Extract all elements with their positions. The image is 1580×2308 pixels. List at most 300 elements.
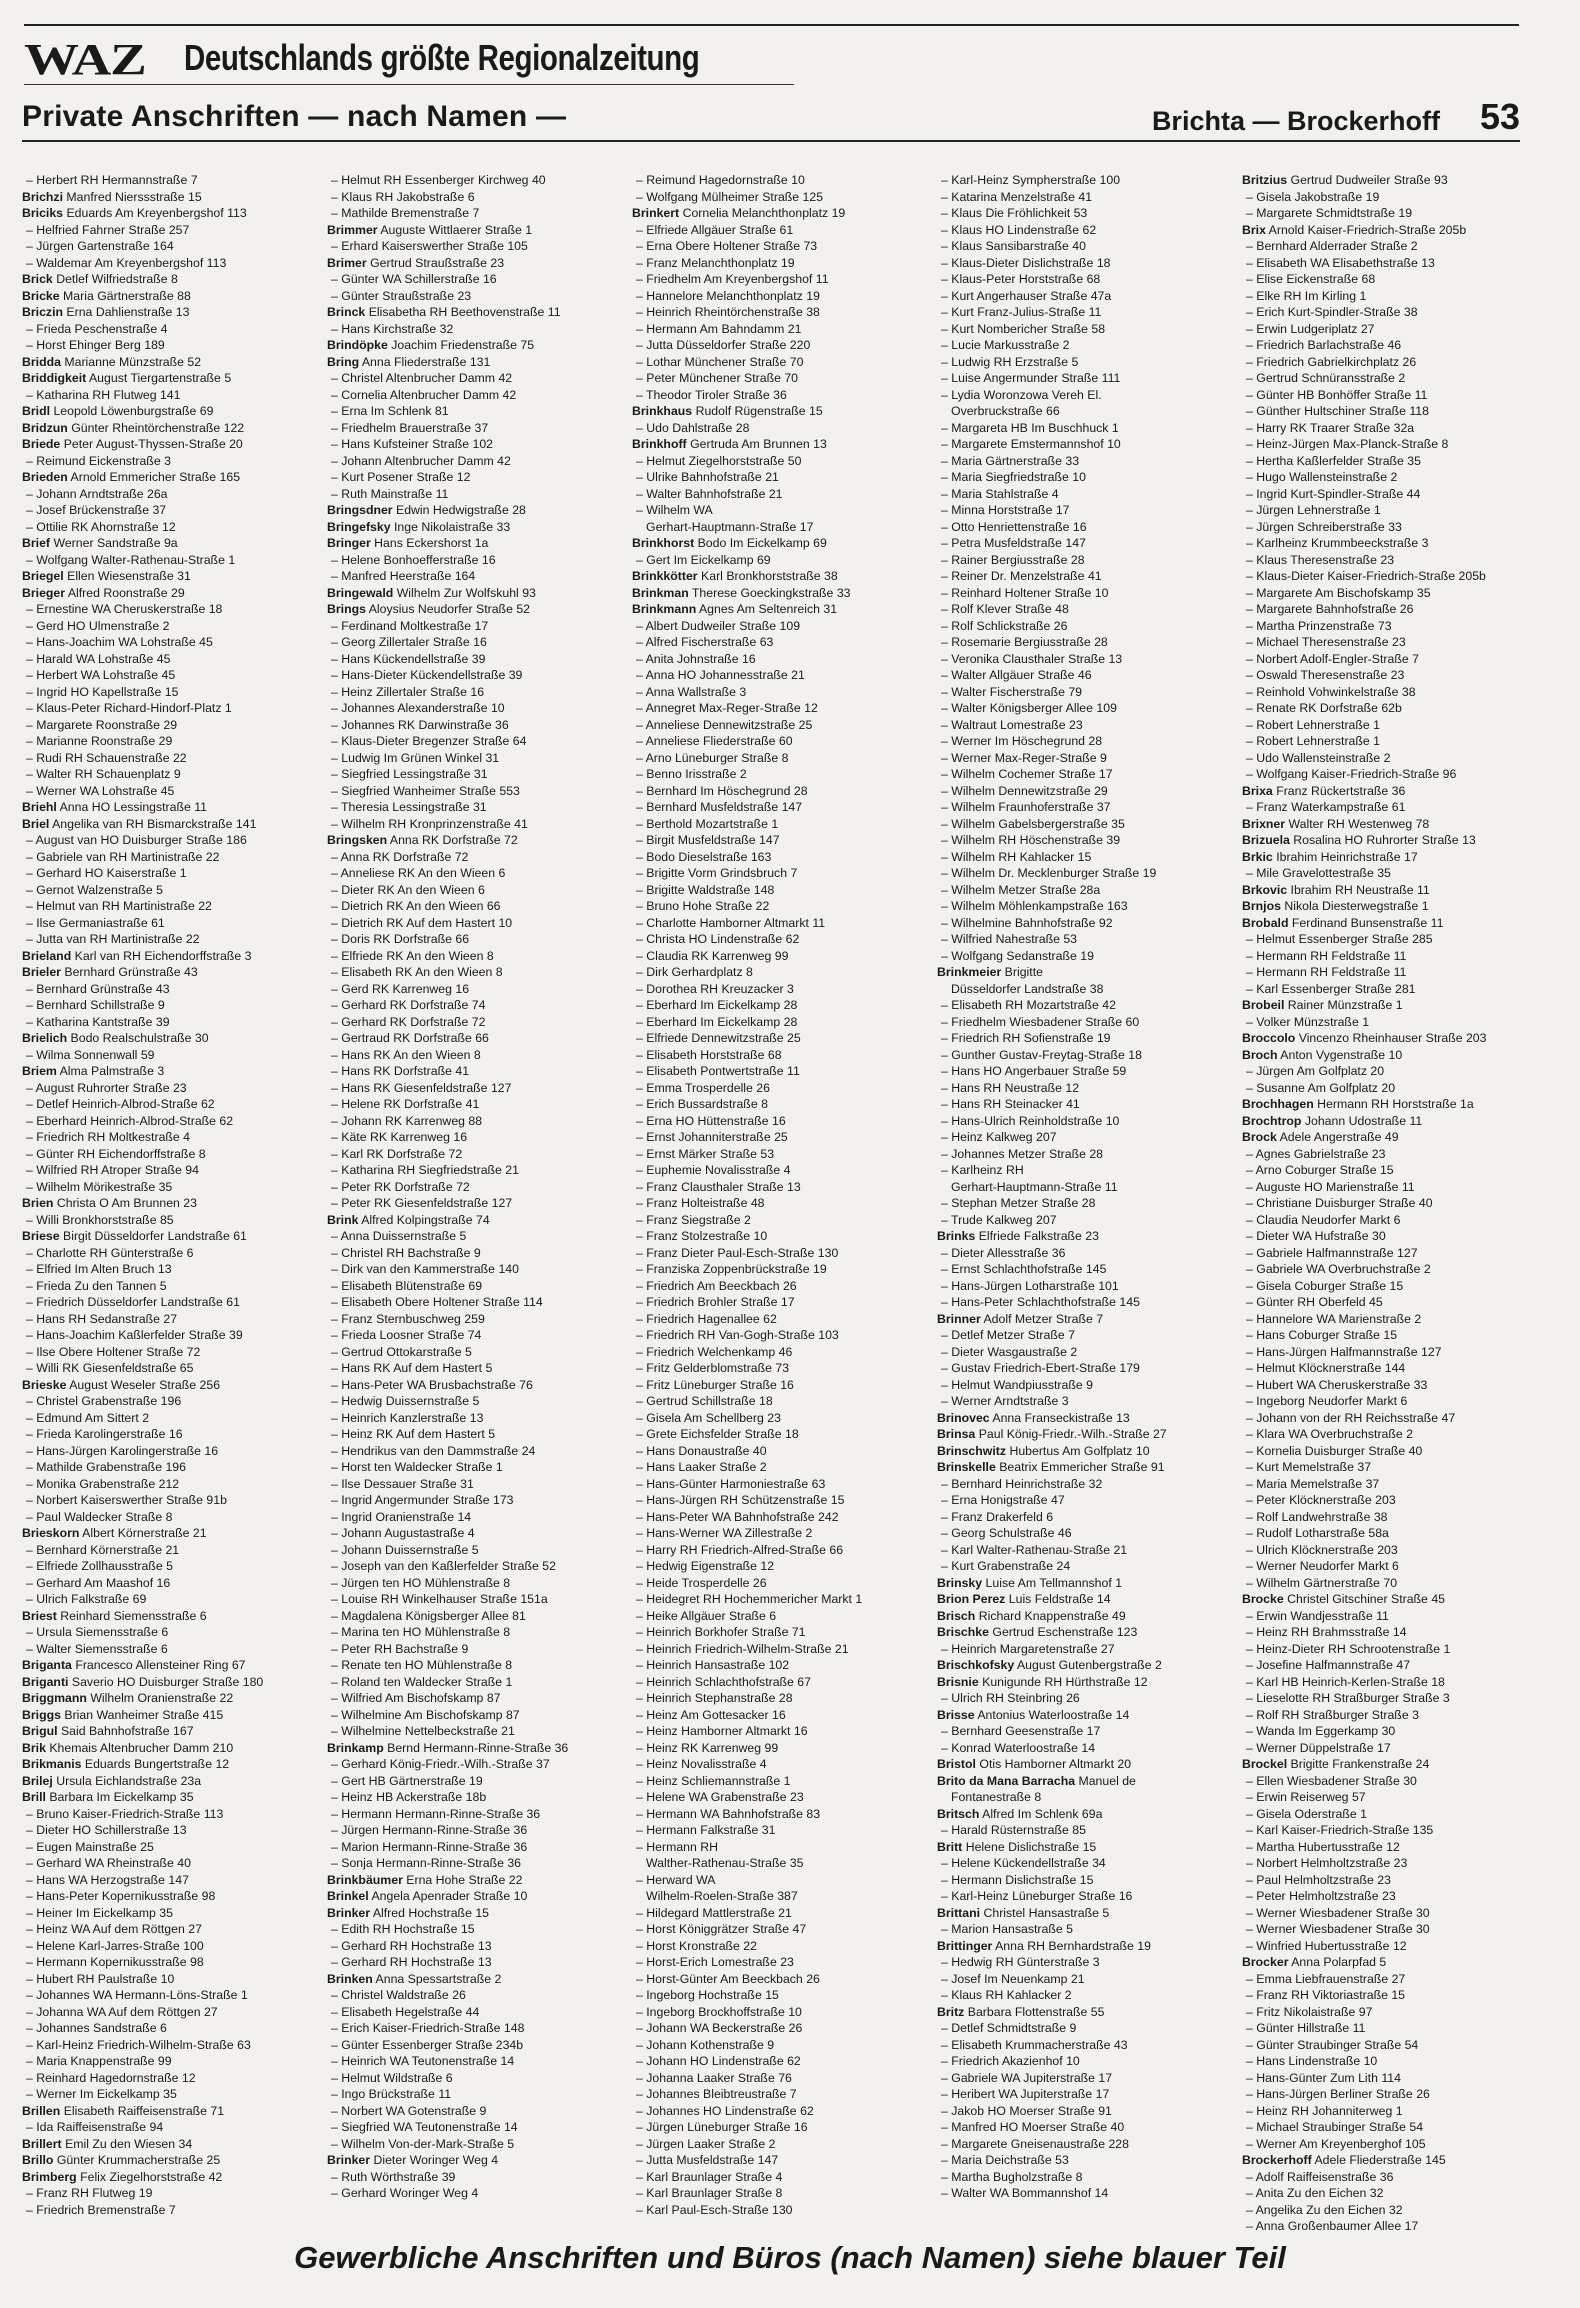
entry-address: Elisabeth Krummacherstraße 43 bbox=[951, 2037, 1128, 2052]
entry-address: Manfred Heerstraße 164 bbox=[341, 569, 476, 583]
surname-entry bbox=[632, 601, 928, 618]
sub-entry: – Dietrich RK Auf dem Hastert 10 bbox=[331, 915, 513, 930]
entry-address: Beatrix Emmericher Straße 91 bbox=[999, 1460, 1165, 1474]
entry-address: Hans-Jürgen Karolingerstraße 16 bbox=[36, 1443, 219, 1458]
sub-entry: – Christa HO Lindenstraße 62 bbox=[636, 932, 800, 946]
entry-address: Lydia Woronzowa Vereh El. bbox=[951, 387, 1102, 402]
sub-entry: – Ottilie RK Ahornstraße 12 bbox=[26, 519, 176, 534]
entry-address: Hans Kufsteiner Straße 102 bbox=[341, 437, 494, 451]
entry-address: Angelika Zu den Eichen 32 bbox=[1255, 2202, 1403, 2217]
entry-address: Hans-Peter Schlachthofstraße 145 bbox=[951, 1295, 1140, 1309]
sub-entry: – Hans-Günter Zum Lith 114 bbox=[1246, 2070, 1401, 2085]
entry-address: Jürgen Gartenstraße 164 bbox=[36, 239, 174, 253]
entry-address: Gertrud Dudweiler Straße 93 bbox=[1290, 173, 1448, 187]
sub-entry: – Elfriede RK An den Wieen 8 bbox=[331, 948, 494, 963]
entry-address: Johann Augustastraße 4 bbox=[341, 1526, 475, 1540]
sub-entry: – Werner Wiesbadener Straße 30 bbox=[1246, 1905, 1430, 1920]
surname-entry bbox=[22, 1030, 318, 1047]
sub-entry: – Gerd RK Karrenweg 16 bbox=[331, 981, 470, 996]
sub-entry: – Maria Stahlstraße 4 bbox=[941, 486, 1059, 501]
sub-entry: – Marina ten HO Mühlenstraße 8 bbox=[331, 1625, 511, 1639]
surname-entry bbox=[937, 1410, 1233, 1427]
surname: Brochtrop bbox=[1242, 1113, 1302, 1128]
entry-address: Bodo Dieselstraße 163 bbox=[646, 849, 772, 864]
entry-address: Bodo Im Eickelkamp 69 bbox=[697, 536, 827, 550]
sub-entry: – Ulrich Klöcknerstraße 203 bbox=[1246, 1542, 1398, 1557]
entry-address: Elisabeth RK An den Wieen 8 bbox=[341, 965, 503, 979]
entry-address: Anneliese Fliederstraße 60 bbox=[645, 734, 793, 748]
sub-entry: – Susanne Am Golfplatz 20 bbox=[1246, 1080, 1396, 1095]
sub-entry: – Dieter Wasgaustraße 2 bbox=[941, 1344, 1078, 1359]
surname-entry bbox=[937, 1839, 1233, 1856]
entry-address: Renate ten HO Mühlenstraße 8 bbox=[341, 1658, 513, 1672]
entry-address: Anna HO Johannesstraße 21 bbox=[645, 668, 805, 682]
surname: Briganta bbox=[22, 1658, 72, 1672]
entry-address: Euphemie Novalisstraße 4 bbox=[646, 1163, 791, 1177]
entry-address: Emil Zu den Wiesen 34 bbox=[65, 2136, 193, 2151]
entry-address: Eugen Mainstraße 25 bbox=[36, 1839, 154, 1854]
continuation-line: Wilhelm-Roelen-Straße 387 bbox=[646, 1889, 798, 1903]
entry-address: Gerd HO Ulmenstraße 2 bbox=[36, 618, 170, 633]
entry-address: Wilfried Am Bischofskamp 87 bbox=[341, 1691, 501, 1705]
directory-column-3 bbox=[632, 172, 928, 2217]
surname: Brinkman bbox=[632, 585, 689, 600]
sub-entry: – Hans RH Neustraße 12 bbox=[941, 1080, 1080, 1095]
surname: Brinsky bbox=[937, 1575, 983, 1590]
sub-entry: – Rainer Bergiusstraße 28 bbox=[941, 552, 1085, 567]
sub-entry: – Heinz RK Karrenweg 99 bbox=[636, 1740, 779, 1755]
entry-address: Wilhelm RH Kronprinzenstraße 41 bbox=[341, 816, 528, 831]
entry-address: Grete Eichsfelder Straße 18 bbox=[646, 1427, 799, 1441]
sub-entry: – Johann Duissernstraße 5 bbox=[331, 1542, 479, 1557]
surname: Briciks bbox=[22, 206, 64, 220]
sub-entry: – Franziska Zoppenbrückstraße 19 bbox=[636, 1262, 827, 1276]
entry-address: Kurt Grabenstraße 24 bbox=[951, 1559, 1071, 1573]
surname-entry bbox=[22, 1525, 318, 1542]
entry-address: Christel Altenbrucher Damm 42 bbox=[341, 371, 513, 385]
entry-address: Erna HO Hüttenstraße 16 bbox=[646, 1113, 786, 1128]
sub-entry: – Maria Memelstraße 37 bbox=[1246, 1476, 1380, 1491]
entry-address: Erwin Reiserweg 57 bbox=[1256, 1790, 1366, 1804]
sub-entry: – Hertha Kaßlerfelder Straße 35 bbox=[1246, 453, 1421, 468]
sub-entry: – Helmut Wildstraße 6 bbox=[331, 2070, 453, 2085]
surname: Brillen bbox=[22, 2103, 61, 2118]
surname-entry bbox=[327, 1971, 623, 1988]
surname: Brinkert bbox=[632, 206, 680, 220]
entry-address: Kunigunde RH Hürthstraße 12 bbox=[982, 1674, 1148, 1689]
sub-entry: – Harry RK Traarer Straße 32a bbox=[1246, 420, 1415, 435]
sub-entry: – Gert HB Gärtnerstraße 19 bbox=[331, 1773, 483, 1788]
sub-entry: – Anna Großenbaumer Allee 17 bbox=[1246, 2219, 1419, 2233]
entry-address: Erna Im Schlenk 81 bbox=[341, 404, 449, 418]
entry-address: Margarete Emstermannshof 10 bbox=[951, 437, 1121, 451]
sub-entry: – Helene RK Dorfstraße 41 bbox=[331, 1097, 480, 1111]
sub-entry: – Frieda Zu den Tannen 5 bbox=[26, 1278, 167, 1293]
sub-entry: – Gertraud RK Dorfstraße 66 bbox=[331, 1031, 489, 1045]
masthead-rule bbox=[24, 84, 794, 85]
surname: Briczin bbox=[22, 305, 63, 319]
entry-address: Adolf Metzer Straße 7 bbox=[983, 1311, 1104, 1326]
entry-address: Ernst Johanniterstraße 25 bbox=[646, 1130, 788, 1144]
entry-address: Eberhard Im Eickelkamp 28 bbox=[646, 1014, 798, 1029]
surname: Brilej bbox=[22, 1773, 53, 1788]
entry-address: Elfriede Allgäuer Straße 61 bbox=[646, 222, 794, 237]
surname: Brigul bbox=[22, 1724, 58, 1738]
entry-address: Christa O Am Brunnen 23 bbox=[56, 1196, 197, 1210]
sub-entry: – Oswald Theresenstraße 23 bbox=[1246, 668, 1405, 682]
entry-address: Hans RH Steinacker 41 bbox=[951, 1097, 1080, 1111]
entry-address: Gerhard Am Maashof 16 bbox=[36, 1575, 171, 1590]
sub-entry: – Ernst Märker Straße 53 bbox=[636, 1146, 775, 1161]
sub-entry: – Paul Helmholtzstraße 23 bbox=[1246, 1872, 1391, 1887]
surname: Brischkofsky bbox=[937, 1658, 1015, 1672]
entry-address: Eberhard Heinrich-Albrod-Straße 62 bbox=[36, 1113, 234, 1128]
sub-entry: – Wolfgang Sedanstraße 19 bbox=[941, 948, 1094, 963]
surname-entry bbox=[22, 799, 318, 816]
entry-address: Walter Allgäuer Straße 46 bbox=[951, 668, 1092, 682]
entry-address: Detlef Wilfriedstraße 8 bbox=[56, 272, 178, 286]
surname: Briegel bbox=[22, 569, 64, 583]
entry-address: Gerhard König-Friedr.-Wilh.-Straße 37 bbox=[341, 1757, 550, 1771]
sub-entry: – Herbert WA Lohstraße 45 bbox=[26, 668, 176, 682]
entry-address: Heinz WA Auf dem Röttgen 27 bbox=[36, 1922, 202, 1936]
entry-address: Ludwig RH Erzstraße 5 bbox=[951, 354, 1079, 369]
entry-address: Bernhard Grünstraße 43 bbox=[64, 965, 198, 979]
entry-address: Winfried Hubertusstraße 12 bbox=[1256, 1938, 1407, 1953]
sub-entry: – Robert Lehnerstraße 1 bbox=[1246, 717, 1380, 732]
entry-address: Alma Palmstraße 3 bbox=[59, 1064, 165, 1078]
sub-entry: – Wilhelm Dennewitzstraße 29 bbox=[941, 783, 1108, 798]
entry-address: Brigitte bbox=[1004, 965, 1043, 979]
surname: Brillo bbox=[22, 2153, 54, 2167]
sub-entry: – Klaus Sansibarstraße 40 bbox=[941, 239, 1086, 253]
sub-entry: – Josef Brückenstraße 37 bbox=[26, 503, 167, 517]
sub-entry: – Karl Braunlager Straße 4 bbox=[636, 2169, 783, 2184]
entry-address: Doris RK Dorfstraße 66 bbox=[341, 932, 470, 946]
sub-entry: – Wilma Sonnenwall 59 bbox=[26, 1047, 155, 1062]
sub-entry: – Hubert WA Cheruskerstraße 33 bbox=[1246, 1377, 1428, 1392]
sub-entry: – Hermann Kopernikusstraße 98 bbox=[26, 1955, 204, 1969]
sub-entry: – Helene Bonhoefferstraße 16 bbox=[331, 552, 496, 567]
sub-entry: – Norbert Kaiserswerther Straße 91b bbox=[26, 1493, 227, 1507]
entry-address: Ingrid Kurt-Spindler-Straße 44 bbox=[1256, 486, 1421, 501]
entry-address: Friedrich Bremenstraße 7 bbox=[36, 2202, 176, 2217]
entry-address: Jakob HO Moerser Straße 91 bbox=[951, 2103, 1112, 2118]
entry-address: Friedhelm Wiesbadener Straße 60 bbox=[951, 1014, 1140, 1029]
entry-address: Klaus-Dieter Kaiser-Friedrich-Straße 205b bbox=[1256, 569, 1486, 583]
surname: Brobeil bbox=[1242, 998, 1285, 1012]
entry-address: Siegfried Wanheimer Straße 553 bbox=[341, 783, 520, 798]
surname-entry bbox=[22, 1063, 318, 1080]
sub-entry: – Erna HO Hüttenstraße 16 bbox=[636, 1113, 786, 1128]
sub-entry: – Marianne Roonstraße 29 bbox=[26, 734, 173, 748]
entry-address: Wilhelm Von-der-Mark-Straße 5 bbox=[341, 2136, 515, 2151]
surname: Bringsken bbox=[327, 833, 388, 847]
entry-address: Klaus RH Jakobstraße 6 bbox=[341, 189, 475, 204]
entry-address: Louise RH Winkelhauser Straße 151a bbox=[341, 1592, 548, 1606]
entry-address: Lieselotte RH Straßburger Straße 3 bbox=[1256, 1691, 1450, 1705]
sub-entry: – Dieter HO Schillerstraße 13 bbox=[26, 1823, 187, 1837]
entry-address: Bernhard Schillstraße 9 bbox=[36, 998, 165, 1012]
surname-entry bbox=[1242, 1113, 1538, 1130]
sub-entry: – Wilfried RH Atroper Straße 94 bbox=[26, 1163, 199, 1177]
sub-entry: – Johann Altenbrucher Damm 42 bbox=[331, 453, 511, 468]
sub-entry: – Hermann Hermann-Rinne-Straße 36 bbox=[331, 1806, 541, 1821]
sub-entry: – Annegret Max-Reger-Straße 12 bbox=[636, 701, 818, 715]
entry-address: Johanna WA Auf dem Röttgen 27 bbox=[36, 2004, 218, 2019]
sub-entry: – Jürgen Gartenstraße 164 bbox=[26, 239, 174, 253]
surname-entry bbox=[327, 601, 623, 618]
entry-address: Katharina Kantstraße 39 bbox=[36, 1014, 170, 1029]
entry-address: Heinz RH Johanniterweg 1 bbox=[1256, 2103, 1403, 2118]
entry-address: Hans RK Auf dem Hastert 5 bbox=[341, 1361, 493, 1375]
entry-address: Rosemarie Bergiusstraße 28 bbox=[951, 635, 1108, 649]
sub-entry: – Peter Klöcknerstraße 203 bbox=[1246, 1493, 1396, 1507]
entry-address: Gert Im Eickelkamp 69 bbox=[646, 552, 771, 567]
entry-address: Hubertus Am Golfplatz 10 bbox=[1009, 1443, 1150, 1458]
surname: Briddigkeit bbox=[22, 371, 87, 385]
surname-entry bbox=[1242, 1954, 1538, 1971]
sub-entry: – Heinrich Rheintörchenstraße 38 bbox=[636, 305, 820, 319]
entry-address: Karlheinz Krummbeeckstraße 3 bbox=[1256, 536, 1429, 550]
entry-address: Johannes HO Lindenstraße 62 bbox=[646, 2103, 814, 2118]
entry-address: Klaus Theresenstraße 23 bbox=[1256, 552, 1395, 567]
sub-entry: – Walter Allgäuer Straße 46 bbox=[941, 668, 1092, 682]
sub-entry: – Cornelia Altenbrucher Damm 42 bbox=[331, 387, 517, 402]
directory-column-4 bbox=[937, 172, 1233, 2217]
entry-address: Hermann Hermann-Rinne-Straße 36 bbox=[341, 1806, 541, 1821]
entry-address: Heinz Novalisstraße 4 bbox=[646, 1757, 767, 1771]
sub-entry: – Wanda Im Eggerkamp 30 bbox=[1246, 1724, 1396, 1738]
continuation-line: Gerhart-Hauptmann-Straße 17 bbox=[646, 519, 814, 534]
sub-entry: – Jürgen Lüneburger Straße 16 bbox=[636, 2120, 808, 2134]
entry-address: Hans-Peter Kopernikusstraße 98 bbox=[36, 1889, 216, 1903]
sub-entry: – Hans Kirchstraße 32 bbox=[331, 321, 454, 336]
surname: Brimberg bbox=[22, 2169, 77, 2184]
sub-entry: – Martha Prinzenstraße 73 bbox=[1246, 618, 1392, 633]
entry-address: Kurt Memelstraße 37 bbox=[1256, 1460, 1372, 1474]
surname-entry bbox=[22, 2103, 318, 2120]
entry-address: Ulrich Klöcknerstraße 203 bbox=[1256, 1542, 1398, 1557]
entry-address: Heinrich Stephanstraße 28 bbox=[646, 1691, 793, 1705]
sub-entry: – Hans Lindenstraße 10 bbox=[1246, 2054, 1378, 2068]
entry-address: Kurt Angerhauser Straße 47a bbox=[951, 288, 1112, 303]
entry-address: Ingeborg Hochstraße 15 bbox=[646, 1988, 779, 2002]
entry-address: Anna Duissernstraße 5 bbox=[340, 1229, 467, 1243]
sub-entry: – Alfred Fischerstraße 63 bbox=[636, 635, 774, 649]
sub-entry: – Karl Essenberger Straße 281 bbox=[1246, 981, 1416, 996]
sub-entry: – Klara WA Overbruchstraße 2 bbox=[1246, 1427, 1413, 1441]
entry-address: Peter August-Thyssen-Straße 20 bbox=[63, 437, 243, 451]
surname-entry bbox=[327, 304, 623, 321]
surname: Brittani bbox=[937, 1905, 981, 1920]
entry-address: Hans Kirchstraße 32 bbox=[341, 321, 454, 336]
surname-entry bbox=[1242, 997, 1538, 1014]
sub-entry: – Louise RH Winkelhauser Straße 151a bbox=[331, 1592, 548, 1606]
sub-entry: – Martha Hubertusstraße 12 bbox=[1246, 1839, 1400, 1854]
surname: Brindöpke bbox=[327, 338, 388, 352]
sub-entry: – Hermann Am Bahndamm 21 bbox=[636, 321, 802, 336]
entry-address: Hans HO Angerbauer Straße 59 bbox=[951, 1064, 1127, 1078]
sub-entry: – Kurt Franz-Julius-Straße 11 bbox=[941, 305, 1102, 319]
entry-address: Frieda Zu den Tannen 5 bbox=[36, 1278, 167, 1293]
sub-entry: – Elfriede Zollhausstraße 5 bbox=[26, 1559, 173, 1573]
sub-entry: – Albert Dudweiler Straße 109 bbox=[636, 618, 801, 633]
sub-entry: – Wilhelmine Nettelbeckstraße 21 bbox=[331, 1724, 515, 1738]
sub-entry: – Franz Siegstraße 2 bbox=[636, 1212, 751, 1227]
entry-address: Wilhelm Zur Wolfskuhl 93 bbox=[396, 585, 536, 600]
sub-entry: – Gerhard HO Kaiserstraße 1 bbox=[26, 866, 187, 880]
entry-address: Jutta Düsseldorfer Straße 220 bbox=[646, 338, 811, 352]
sub-entry: – Friedrich RH Van-Gogh-Straße 103 bbox=[636, 1328, 839, 1342]
sub-entry: – Friedrich Brohler Straße 17 bbox=[636, 1295, 795, 1309]
surname: Brocke bbox=[1242, 1592, 1284, 1606]
entry-address: Hans RH Neustraße 12 bbox=[951, 1080, 1080, 1095]
surname: Brix bbox=[1242, 222, 1266, 237]
entry-address: Maria Deichstraße 53 bbox=[951, 2153, 1069, 2167]
entry-address: Klaus-Peter Richard-Hindorf-Platz 1 bbox=[36, 701, 232, 715]
surname-entry bbox=[22, 1228, 318, 1245]
sub-entry: – Charlotte RH Günterstraße 6 bbox=[26, 1245, 194, 1260]
sub-entry: – Gernot Walzenstraße 5 bbox=[26, 882, 163, 897]
surname: Broccolo bbox=[1242, 1031, 1296, 1045]
entry-address: Anita Johnstraße 16 bbox=[645, 651, 756, 666]
entry-address: Ingeborg Neudorfer Markt 6 bbox=[1256, 1394, 1408, 1408]
entry-address: Helmut Wandpiusstraße 9 bbox=[951, 1377, 1093, 1392]
entry-address: Anna Franseckistraße 13 bbox=[992, 1410, 1130, 1425]
surname-entry bbox=[327, 519, 623, 536]
entry-address: Harry RK Traarer Straße 32a bbox=[1256, 420, 1415, 435]
sub-entry: – Rudi RH Schauenstraße 22 bbox=[26, 750, 187, 765]
surname-entry bbox=[22, 816, 318, 833]
entry-address: Hans-Peter WA Bahnhofstraße 242 bbox=[646, 1509, 839, 1524]
entry-address: Karl Braunlager Straße 8 bbox=[646, 2186, 783, 2200]
entry-address: Arnold Emmericher Straße 165 bbox=[70, 470, 241, 484]
entry-address: Karl Essenberger Straße 281 bbox=[1256, 981, 1416, 996]
entry-address: Horst Kronstraße 22 bbox=[646, 1938, 757, 1953]
entry-address: Renate RK Dorfstraße 62b bbox=[1256, 701, 1402, 715]
entry-address: Hermann WA Bahnhofstraße 83 bbox=[646, 1806, 821, 1821]
sub-entry: – Gustav Friedrich-Ebert-Straße 179 bbox=[941, 1361, 1140, 1375]
entry-address: Helmut RH Essenberger Kirchweg 40 bbox=[341, 173, 546, 187]
sub-entry: – Ingrid Angermunder Straße 173 bbox=[331, 1493, 514, 1507]
surname-entry bbox=[937, 1426, 1233, 1443]
sub-entry: – Roland ten Waldecker Straße 1 bbox=[331, 1674, 513, 1689]
surname-entry bbox=[1242, 1096, 1538, 1113]
sub-entry: – Reinhold Vohwinkelstraße 38 bbox=[1246, 684, 1416, 699]
sub-entry: – Jürgen Laaker Straße 2 bbox=[636, 2136, 776, 2151]
entry-address: Leopold Löwenburgstraße 69 bbox=[53, 404, 214, 418]
sub-entry: – Günter Essenberger Straße 234b bbox=[331, 2037, 524, 2052]
sub-entry: – Erich Bussardstraße 8 bbox=[636, 1097, 768, 1111]
sub-entry: – Detlef Heinrich-Albrod-Straße 62 bbox=[26, 1097, 215, 1111]
sub-entry: – Franz Holteistraße 48 bbox=[636, 1196, 765, 1210]
entry-address: Horst ten Waldecker Straße 1 bbox=[341, 1460, 503, 1474]
sub-entry: – Hans RH Sedanstraße 27 bbox=[26, 1311, 178, 1326]
entry-address: Herbert RH Hermannstraße 7 bbox=[36, 173, 198, 187]
sub-entry: – Hans-Jürgen RH Schützenstraße 15 bbox=[636, 1493, 845, 1507]
sub-entry: – Walter Königsberger Allee 109 bbox=[941, 701, 1117, 715]
entry-address: Hans RK Dorfstraße 41 bbox=[341, 1064, 470, 1078]
sub-entry: – Kornelia Duisburger Straße 40 bbox=[1246, 1443, 1423, 1458]
entry-address: Waldemar Am Kreyenbergshof 113 bbox=[36, 255, 227, 270]
entry-address: Karl HB Heinrich-Kerlen-Straße 18 bbox=[1256, 1674, 1445, 1689]
sub-entry: – Maria Deichstraße 53 bbox=[941, 2153, 1069, 2167]
sub-entry: – Anneliese RK An den Wieen 6 bbox=[331, 866, 506, 880]
entry-address: Bernhard Grünstraße 43 bbox=[36, 981, 170, 996]
surname: Brink bbox=[327, 1212, 359, 1227]
entry-address: Karl van RH Eichendorffstraße 3 bbox=[74, 948, 252, 963]
sub-entry: – Ernst Schlachthofstraße 145 bbox=[941, 1262, 1107, 1276]
entry-address: Dieter WA Hufstraße 30 bbox=[1256, 1229, 1386, 1243]
surname-entry bbox=[1242, 2152, 1538, 2169]
entry-address: Bernhard Körnerstraße 21 bbox=[36, 1542, 180, 1557]
directory-column-5 bbox=[1242, 172, 1538, 2233]
entry-address: Johann HO Lindenstraße 62 bbox=[646, 2054, 801, 2068]
entry-address: Josef Brückenstraße 37 bbox=[36, 503, 167, 517]
sub-entry: – Gerhard RH Hochstraße 13 bbox=[331, 1955, 492, 1969]
surname-entry bbox=[22, 1740, 318, 1757]
sub-entry: – Kurt Grabenstraße 24 bbox=[941, 1559, 1071, 1573]
entry-address: Claudia Neudorfer Markt 6 bbox=[1256, 1212, 1401, 1227]
entry-address: Franz RH Flutweg 19 bbox=[36, 2186, 153, 2200]
surname: Brinkhorst bbox=[632, 536, 695, 550]
entry-address: Josef Im Neuenkamp 21 bbox=[951, 1971, 1085, 1986]
sub-entry: – Helene Karl-Jarres-Straße 100 bbox=[26, 1938, 204, 1953]
sub-entry: – Helene Kückendellstraße 34 bbox=[941, 1856, 1106, 1870]
surname-entry bbox=[937, 1311, 1233, 1328]
entry-address: Saverio HO Duisburger Straße 180 bbox=[71, 1674, 264, 1689]
sub-entry: – Benno Irisstraße 2 bbox=[636, 767, 747, 781]
sub-entry: – Friedrich Gabrielkirchplatz 26 bbox=[1246, 354, 1417, 369]
surname: Brittinger bbox=[937, 1938, 993, 1953]
sub-entry: – Anna HO Johannesstraße 21 bbox=[636, 668, 805, 682]
entry-address: Ferdinand Moltkestraße 17 bbox=[341, 618, 489, 633]
sub-entry: – Manfred Heerstraße 164 bbox=[331, 569, 476, 583]
entry-address: Karl RK Dorfstraße 72 bbox=[341, 1146, 463, 1161]
sub-entry: – Johann Kothenstraße 9 bbox=[636, 2037, 775, 2052]
entry-address: Gert HB Gärtnerstraße 19 bbox=[341, 1773, 483, 1788]
entry-address: Werner Sandstraße 9a bbox=[53, 536, 178, 550]
sub-entry: – Marion Hansastraße 5 bbox=[941, 1922, 1073, 1936]
sub-entry: – Ingrid HO Kapellstraße 15 bbox=[26, 684, 179, 699]
sub-entry: – Heinrich Hansastraße 102 bbox=[636, 1658, 790, 1672]
sub-entry: – Wolfgang Kaiser-Friedrich-Straße 96 bbox=[1246, 767, 1457, 781]
entry-address: Franz RH Viktoriastraße 15 bbox=[1256, 1988, 1406, 2002]
section-title: Private Anschriften — nach Namen — bbox=[22, 100, 567, 133]
sub-entry: – Reimund Hagedornstraße 10 bbox=[636, 173, 805, 187]
surname: Brion Perez bbox=[937, 1592, 1006, 1606]
entry-address: Wilfried Nahestraße 53 bbox=[951, 932, 1078, 946]
surname: Brinker bbox=[327, 2153, 371, 2167]
surname: Bricke bbox=[22, 288, 60, 303]
sub-entry: – Hans-Günter Harmoniestraße 63 bbox=[636, 1476, 826, 1491]
sub-entry: – Margarete Emstermannshof 10 bbox=[941, 437, 1121, 451]
sub-entry: – Elfriede Allgäuer Straße 61 bbox=[636, 222, 794, 237]
entry-address: Bruno Hohe Straße 22 bbox=[646, 899, 770, 913]
entry-address: Anna RH Bernhardstraße 19 bbox=[995, 1938, 1151, 1953]
surname-entry bbox=[632, 403, 928, 420]
entry-address: Manuel de bbox=[1078, 1773, 1136, 1788]
entry-address: Alfred Hochstraße 15 bbox=[372, 1905, 490, 1920]
entry-address: Alfred Im Schlenk 69a bbox=[982, 1806, 1103, 1821]
entry-address: Rainer Bergiusstraße 28 bbox=[951, 552, 1085, 567]
entry-address: Frieda Karolingerstraße 16 bbox=[36, 1427, 183, 1441]
entry-address: Hans-Günter Harmoniestraße 63 bbox=[646, 1476, 826, 1491]
surname: Briest bbox=[22, 1608, 57, 1623]
sub-entry: – Arno Coburger Straße 15 bbox=[1246, 1163, 1394, 1177]
sub-entry: – Herward WA bbox=[636, 1872, 716, 1887]
